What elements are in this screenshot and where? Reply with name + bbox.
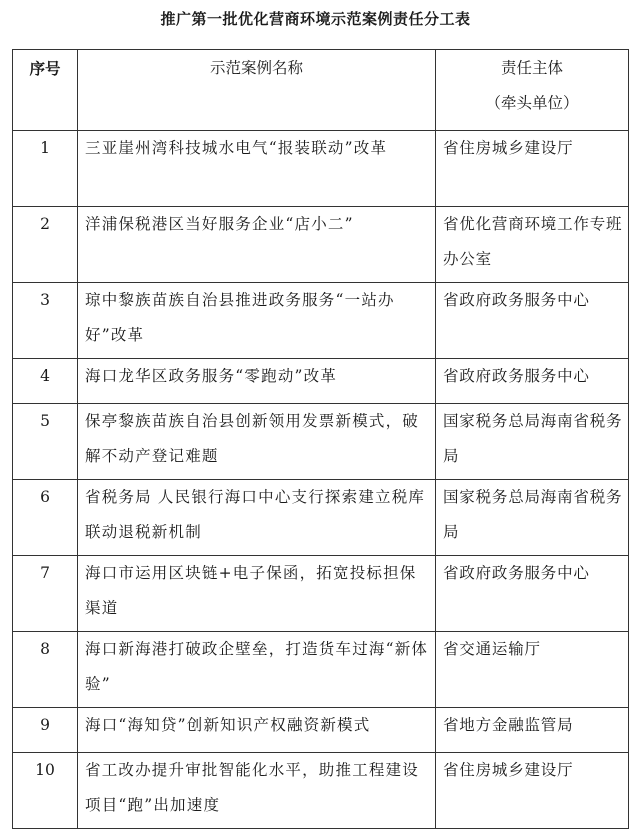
row-responsible-unit: 省政府政务服务中心 — [436, 359, 629, 404]
header-case-name: 示范案例名称 — [78, 50, 436, 131]
row-number: 3 — [13, 283, 78, 359]
row-responsible-unit: 国家税务总局海南省税务局 — [436, 404, 629, 480]
row-case-name: 海口龙华区政务服务“零跑动”改革 — [78, 359, 436, 404]
row-case-name: 省工改办提升审批智能化水平，助推工程建设项目“跑”出加速度 — [78, 753, 436, 829]
row-number: 2 — [13, 207, 78, 283]
row-case-name: 洋浦保税港区当好服务企业“店小二” — [78, 207, 436, 283]
table-row — [13, 480, 629, 556]
row-case-name: 保亭黎族苗族自治县创新领用发票新模式，破解不动产登记难题 — [78, 404, 436, 480]
row-case-name: 琼中黎族苗族自治县推进政务服务“一站办好”改革 — [78, 283, 436, 359]
row-responsible-unit: 省地方金融监管局 — [436, 708, 629, 753]
row-responsible-unit: 省政府政务服务中心 — [436, 283, 629, 359]
row-case-name: 三亚崖州湾科技城水电气“报装联动”改革 — [78, 131, 436, 207]
row-case-name: 海口市运用区块链+电子保函，拓宽投标担保渠道 — [78, 556, 436, 632]
row-number: 10 — [13, 753, 78, 829]
table-row — [13, 207, 629, 283]
table-row — [13, 404, 629, 480]
row-responsible-unit: 省住房城乡建设厅 — [436, 131, 629, 207]
row-number: 6 — [13, 480, 78, 556]
header-unit-line1: 责任主体 — [500, 59, 563, 77]
row-case-name: 海口“海知贷”创新知识产权融资新模式 — [78, 708, 436, 753]
row-case-name: 省税务局 人民银行海口中心支行探索建立税库联动退税新机制 — [78, 480, 436, 556]
responsibility-table — [12, 49, 629, 829]
table-row — [13, 632, 629, 708]
row-responsible-unit: 省优化营商环境工作专班办公室 — [436, 207, 629, 283]
row-number: 8 — [13, 632, 78, 708]
header-number: 序号 — [13, 50, 78, 131]
row-number: 7 — [13, 556, 78, 632]
row-responsible-unit: 省住房城乡建设厅 — [436, 753, 629, 829]
table-row — [13, 283, 629, 359]
row-responsible-unit: 国家税务总局海南省税务局 — [436, 480, 629, 556]
row-responsible-unit: 省交通运输厅 — [436, 632, 629, 708]
table-row — [13, 708, 629, 753]
table-header-row — [13, 50, 629, 131]
row-number: 5 — [13, 404, 78, 480]
row-number: 4 — [13, 359, 78, 404]
table-row — [13, 131, 629, 207]
page-title: 推广第一批优化营商环境示范案例责任分工表 — [160, 10, 471, 28]
header-unit-line2: （牵头单位） — [485, 94, 579, 112]
table-row — [13, 556, 629, 632]
table-row — [13, 359, 629, 404]
row-number: 1 — [13, 131, 78, 207]
row-case-name: 海口新海港打破政企壁垒，打造货车过海“新体验” — [78, 632, 436, 708]
table-row — [13, 753, 629, 829]
row-responsible-unit: 省政府政务服务中心 — [436, 556, 629, 632]
row-number: 9 — [13, 708, 78, 753]
header-responsible-unit — [436, 50, 629, 131]
